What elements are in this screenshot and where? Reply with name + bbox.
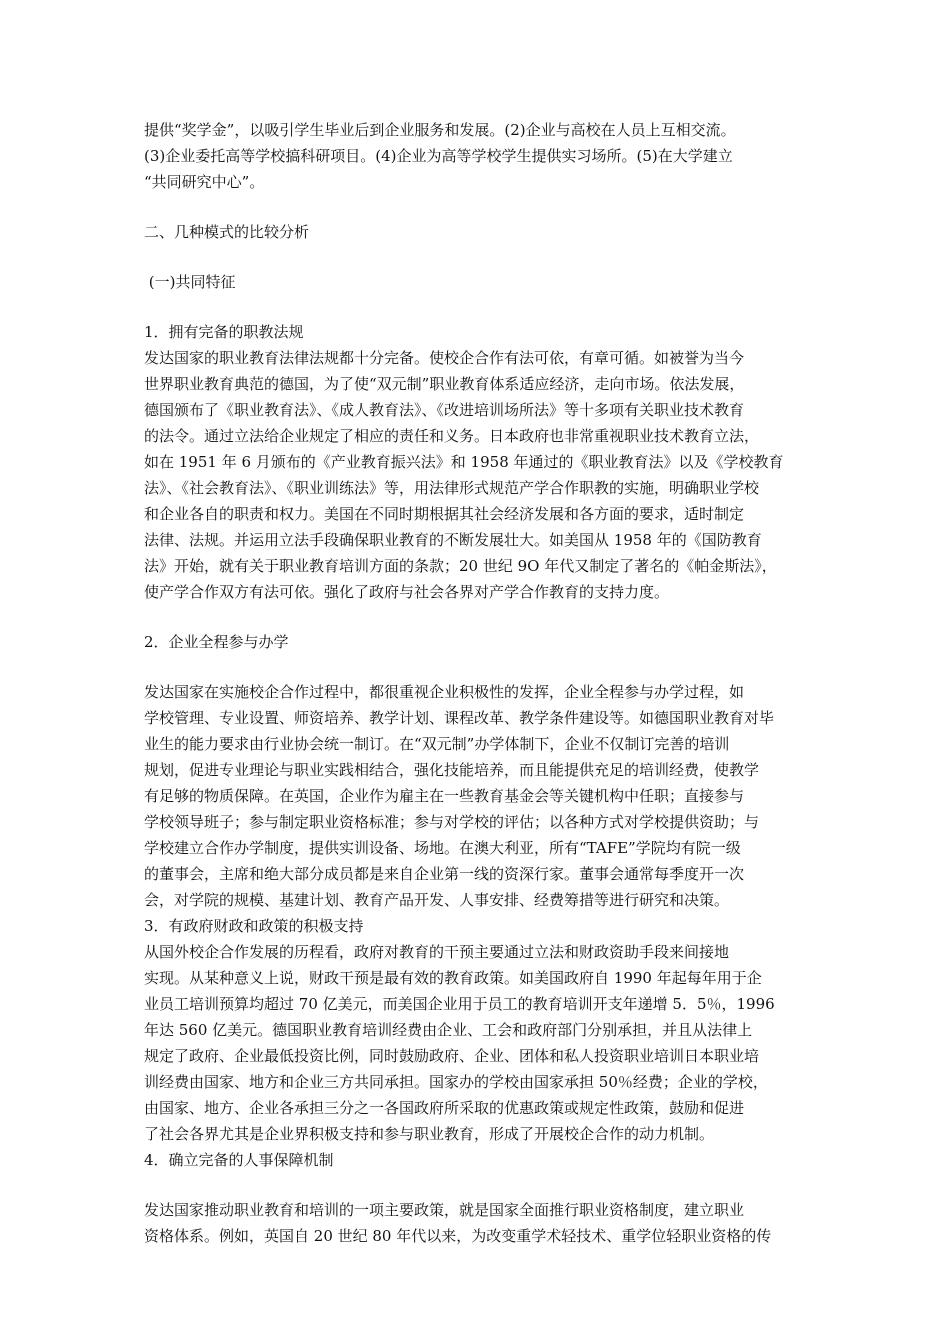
text-line: 的法令。通过立法给企业规定了相应的责任和义务。日本政府也非常重视职业技术教育立法， [144,427,760,445]
point-4-paragraph [144,1197,814,1249]
text-line: 业生的能力要求由行业协会统一制订。在“双元制”办学体制下，企业不仅制订完善的培训 [144,735,730,753]
point-1-paragraph [144,345,814,605]
spacer [144,195,814,219]
text-line: 法》、《社会教育法》、《职业训练法》等，用法律形式规范产学合作职教的实施，明确职业学校 [144,479,760,497]
text-line: (3)企业委托高等学校搞科研项目。(4)企业为高等学校学生提供实习场所。(5)在大学建立 [144,147,733,165]
intro-paragraph [144,117,814,195]
text-line: 规定了政府、企业最低投资比例，同时鼓励政府、企业、团体和私人投资职业培训日本职业培 [144,1047,760,1065]
subsection-heading [144,269,814,295]
text-line: 如在 1951 年 6 月颁布的《产业教育振兴法》和 1958 年通过的《职业教育法》以及《学校教育 [144,453,784,471]
text-line: 学校领导班子；参与制定职业资格标准；参与对学校的评估；以各种方式对学校提供资助；与 [144,813,760,831]
text-line: 了社会各界尤其是企业界积极支持和参与职业教育，形成了开展校企合作的动力机制。 [144,1125,715,1143]
text-line: 使产学合作双方有法可依。强化了政府与社会各界对产学合作教育的支持力度。 [144,583,670,601]
text-line: 会，对学院的规模、基建计划、教育产品开发、人事安排、经费筹措等进行研究和决策。 [144,891,730,909]
text-line: 业员工培训预算均超过 70 亿美元，而美国企业用于员工的教育培训开支年递增 5．5％，1996 [144,995,775,1013]
section-heading: 二、几种模式的比较分析 [144,223,310,241]
text-line: 学校管理、专业设置、师资培养、教学计划、课程改革、教学条件建设等。如德国职业教育对毕 [144,709,775,727]
text-line: 训经费由国家、地方和企业三方共同承担。国家办的学校由国家承担 50％经费；企业的学校， [144,1073,768,1091]
spacer [144,655,814,679]
text-line: 发达国家的职业教育法律法规都十分完备。使校企合作有法可依，有章可循。如被誉为当今 [144,349,745,367]
text-line: 和企业各自的职责和权力。美国在不同时期根据其社会经济发展和各方面的要求，适时制定 [144,505,745,523]
point-3-paragraph [144,939,814,1147]
spacer [144,245,814,269]
text-line: 由国家、地方、企业各承担三分之一各国政府所采取的优惠政策或规定性政策，鼓励和促进 [144,1099,745,1117]
text-line: 世界职业教育典范的德国，为了使“双元制”职业教育体系适应经济，走向市场。依法发展， [144,375,745,393]
text-line: 实现。从某种意义上说，财政干预是最有效的教育政策。如美国政府自 1990 年起每年用于企 [144,969,762,987]
point-2-paragraph [144,679,814,913]
text-line: 的董事会，主席和绝大部分成员都是来自企业第一线的资深行家。董事会通常每季度开一次 [144,865,745,883]
text-line: 提供“奖学金”，以吸引学生毕业后到企业服务和发展。(2)企业与高校在人员上互相交流。 [144,121,736,139]
text-line: 学校建立合作办学制度，提供实训设备、场地。在澳大利亚，所有“TAFE”学院均有院一级 [144,839,741,857]
text-line: 有足够的物质保障。在英国，企业作为雇主在一些教育基金会等关键机构中任职；直接参与 [144,787,745,805]
text-line: 规划，促进专业理论与职业实践相结合，强化技能培养，而且能提供充足的培训经费，使教学 [144,761,760,779]
text-line: 发达国家推动职业教育和培训的一项主要政策，就是国家全面推行职业资格制度，建立职业 [144,1201,745,1219]
text-line: 法律、法规。并运用立法手段确保职业教育的不断发展壮大。如美国从 1958 年的《国防教育 [144,531,762,549]
text-line: 资格体系。例如，英国自 20 世纪 80 年代以来，为改变重学术轻技术、重学位轻职业资格的传 [144,1227,772,1245]
text-line: 法》开始，就有关于职业教育培训方面的条款；20 世纪 9O 年代又制定了著名的《帕金斯法》， [144,557,777,575]
spacer [144,1173,814,1197]
point-2-title: 2．企业全程参与办学 [144,633,289,651]
spacer [144,605,814,629]
text-line: 发达国家在实施校企合作过程中，都很重视企业积极性的发挥，企业全程参与办学过程，如 [144,683,745,701]
subsection-heading-text: (一)共同特征 [144,273,236,291]
document-page [144,117,814,1249]
text-line: 年达 560 亿美元。德国职业教育培训经费由企业、工会和政府部门分别承担，并且从法律上 [144,1021,753,1039]
text-line: “共同研究中心”。 [144,173,265,191]
point-1-title: 1．拥有完备的职教法规 [144,323,304,341]
point-3-title: 3．有政府财政和政策的积极支持 [144,917,364,935]
text-line: 德国颁布了《职业教育法》、《成人教育法》、《改进培训场所法》等十多项有关职业技术教育 [144,401,745,419]
spacer [144,295,814,319]
text-line: 从国外校企合作发展的历程看，政府对教育的干预主要通过立法和财政资助手段来间接地 [144,943,730,961]
point-4-title: 4．确立完备的人事保障机制 [144,1151,334,1169]
